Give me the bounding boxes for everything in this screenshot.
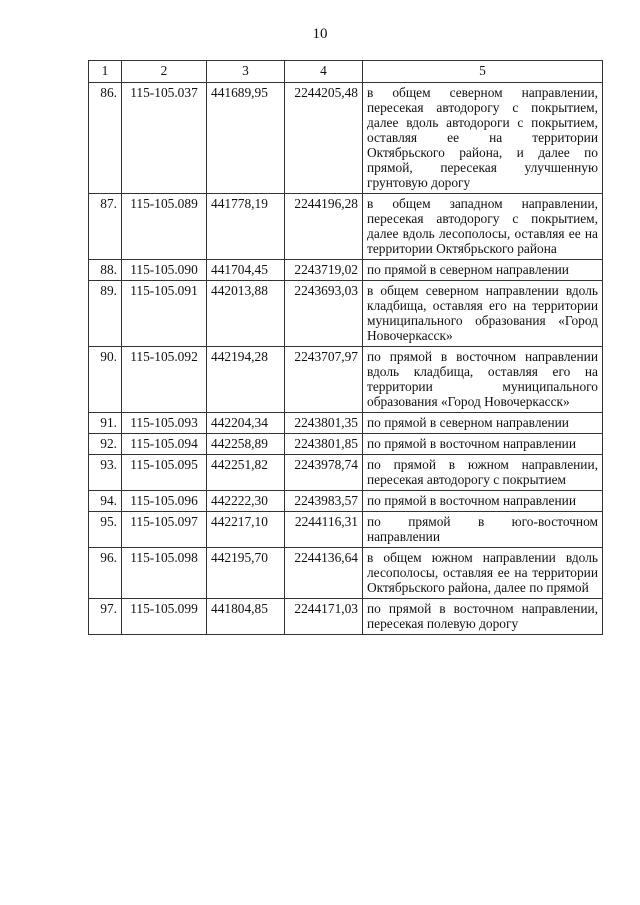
table-row: [89, 599, 603, 635]
boundary-description: в общем южном направлении вдоль лесополосы, оставляя ее на территории Октябрьского района, далее по прямой: [363, 548, 603, 599]
boundary-description: по прямой в юго-восточном направлении: [363, 512, 603, 548]
row-number: 88.: [89, 260, 122, 281]
row-number: 94.: [89, 491, 122, 512]
table-row: [89, 512, 603, 548]
boundary-description: по прямой в восточном направлении, пересекая полевую дорогу: [363, 599, 603, 635]
coordinate-y: 2244116,31: [285, 512, 363, 548]
header-col-4: 4: [285, 61, 363, 83]
boundary-points-table: [88, 60, 603, 635]
coordinate-x: 441689,95: [207, 83, 285, 194]
point-code: 115-105.092: [122, 347, 207, 413]
row-number: 93.: [89, 455, 122, 491]
row-number: 97.: [89, 599, 122, 635]
row-number: 90.: [89, 347, 122, 413]
row-number: 89.: [89, 281, 122, 347]
coordinate-y: 2243707,97: [285, 347, 363, 413]
coordinate-y: 2244136,64: [285, 548, 363, 599]
coordinate-x: 442258,89: [207, 434, 285, 455]
header-col-1: 1: [89, 61, 122, 83]
boundary-description: по прямой в восточном направлении: [363, 434, 603, 455]
table-row: [89, 260, 603, 281]
header-col-3: 3: [207, 61, 285, 83]
point-code: 115-105.098: [122, 548, 207, 599]
boundary-description: в общем северном направлении, пересекая автодорогу с покрытием, далее вдоль автодороги с покрытием, оставляя ее на территории Октябрьского района, и далее по прямой, пересекая улучшенную грунтовую дорогу: [363, 83, 603, 194]
coordinate-y: 2243978,74: [285, 455, 363, 491]
table-header-row: [89, 61, 603, 83]
table-row: [89, 194, 603, 260]
boundary-description: по прямой в северном направлении: [363, 260, 603, 281]
point-code: 115-105.093: [122, 413, 207, 434]
point-code: 115-105.094: [122, 434, 207, 455]
coordinate-x: 442251,82: [207, 455, 285, 491]
row-number: 92.: [89, 434, 122, 455]
boundary-description: в общем северном направлении вдоль кладбища, оставляя его на территории муниципального образования «Город Новочеркасск»: [363, 281, 603, 347]
coordinate-x: 441778,19: [207, 194, 285, 260]
coordinate-y: 2244205,48: [285, 83, 363, 194]
boundary-description: по прямой в восточном направлении: [363, 491, 603, 512]
coordinate-y: 2244196,28: [285, 194, 363, 260]
table-row: [89, 281, 603, 347]
header-col-2: 2: [122, 61, 207, 83]
coordinate-y: 2243719,02: [285, 260, 363, 281]
coordinate-x: 441804,85: [207, 599, 285, 635]
coordinate-y: 2243693,03: [285, 281, 363, 347]
boundary-description: в общем западном направлении, пересекая автодорогу с покрытием, далее вдоль лесополосы, оставляя ее на территории Октябрьского района: [363, 194, 603, 260]
point-code: 115-105.097: [122, 512, 207, 548]
point-code: 115-105.037: [122, 83, 207, 194]
table-row: [89, 548, 603, 599]
point-code: 115-105.099: [122, 599, 207, 635]
coordinate-x: 441704,45: [207, 260, 285, 281]
table-row: [89, 455, 603, 491]
coordinate-x: 442194,28: [207, 347, 285, 413]
row-number: 91.: [89, 413, 122, 434]
coordinate-y: 2244171,03: [285, 599, 363, 635]
table-row: [89, 83, 603, 194]
boundary-description: по прямой в северном направлении: [363, 413, 603, 434]
table-row: [89, 347, 603, 413]
boundary-description: по прямой в южном направлении, пересекая автодорогу с покрытием: [363, 455, 603, 491]
row-number: 96.: [89, 548, 122, 599]
coordinate-y: 2243983,57: [285, 491, 363, 512]
coordinate-x: 442204,34: [207, 413, 285, 434]
point-code: 115-105.091: [122, 281, 207, 347]
point-code: 115-105.090: [122, 260, 207, 281]
coordinate-x: 442195,70: [207, 548, 285, 599]
coordinate-y: 2243801,85: [285, 434, 363, 455]
coordinate-y: 2243801,35: [285, 413, 363, 434]
row-number: 95.: [89, 512, 122, 548]
point-code: 115-105.096: [122, 491, 207, 512]
point-code: 115-105.089: [122, 194, 207, 260]
page-number: 10: [312, 26, 328, 42]
coordinate-x: 442217,10: [207, 512, 285, 548]
row-number: 87.: [89, 194, 122, 260]
header-col-5: 5: [363, 61, 603, 83]
coordinate-x: 442222,30: [207, 491, 285, 512]
row-number: 86.: [89, 83, 122, 194]
table-body: [89, 83, 603, 635]
coordinate-x: 442013,88: [207, 281, 285, 347]
table-row: [89, 413, 603, 434]
point-code: 115-105.095: [122, 455, 207, 491]
table-row: [89, 434, 603, 455]
boundary-description: по прямой в восточном направлении вдоль кладбища, оставляя его на территории муниципального образования «Город Новочеркасск»: [363, 347, 603, 413]
table-row: [89, 491, 603, 512]
